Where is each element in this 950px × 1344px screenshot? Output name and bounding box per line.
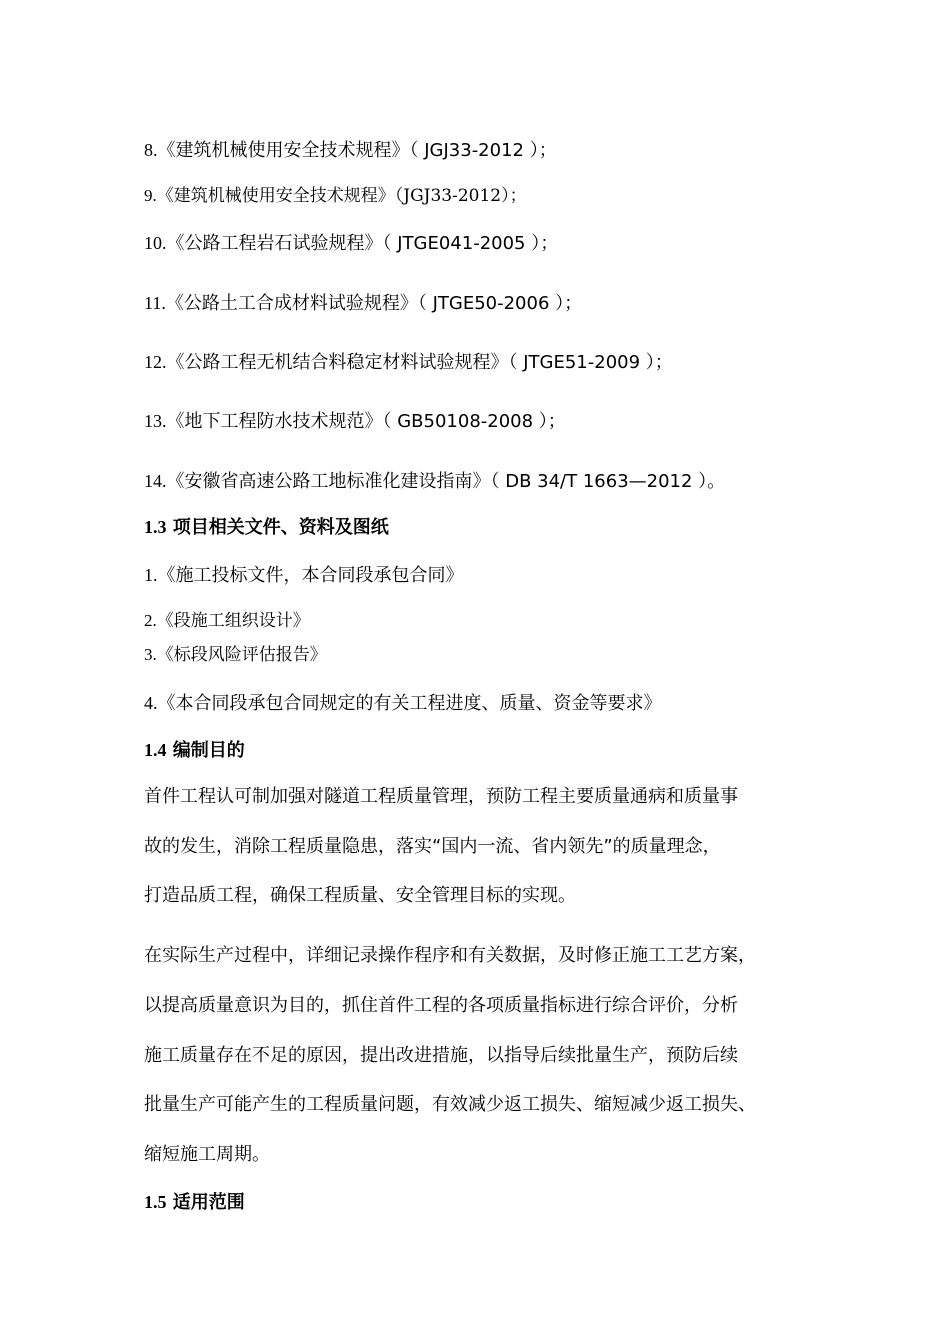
section-title: 编制目的 [172, 740, 245, 761]
item-number: 10. [144, 233, 167, 253]
paragraph-2-line-4: 批量生产可能产生的工程质量问题，有效减少返工损失、缩短减少返工损失、 [144, 1094, 756, 1115]
item-number: 13. [144, 411, 167, 431]
item-number: 3. [144, 645, 157, 664]
item-text: 《建筑机械使用安全技术规程》（ JGJ33-2012 ）； [157, 140, 557, 161]
section-number: 1.5 [144, 1192, 167, 1212]
item-number: 4. [144, 693, 158, 713]
document-item-4 [144, 694, 662, 713]
section-title: 适用范围 [172, 1192, 245, 1213]
document-item-3 [144, 646, 327, 664]
section-number: 1.3 [144, 517, 167, 537]
section-heading-1-4 [144, 741, 245, 760]
item-text: 《公路工程岩石试验规程》（ JTGE041-2005 ）； [166, 233, 559, 254]
item-text: 《公路工程无机结合料稳定材料试验规程》（ JTGE51-2009 ）； [166, 352, 673, 373]
paragraph-1-line-3: 打造品质工程，确保工程质量、安全管理目标的实现。 [144, 885, 576, 906]
item-text: 《标段风险评估报告》 [156, 645, 327, 665]
section-heading-1-3 [144, 518, 389, 537]
standard-item-8 [144, 141, 557, 160]
item-text: 《建筑机械使用安全技术规程》（JGJ33-2012）； [156, 186, 527, 206]
item-number: 9. [144, 186, 157, 205]
item-text: 《本合同段承包合同规定的有关工程进度、质量、资金等要求》 [157, 693, 662, 714]
document-item-1 [144, 566, 464, 585]
paragraph-2-line-1: 在实际生产过程中，详细记录操作程序和有关数据，及时修正施工工艺方案， [144, 945, 756, 966]
item-text: 《段施工组织设计》 [156, 611, 310, 631]
item-number: 8. [144, 140, 158, 160]
item-number: 2. [144, 611, 157, 630]
paragraph-2-line-5: 缩短施工周期。 [144, 1144, 270, 1165]
standard-item-10 [144, 234, 558, 253]
section-number: 1.4 [144, 740, 167, 760]
standard-item-13 [144, 412, 566, 431]
paragraph-2-line-3: 施工质量存在不足的原因，提出改进措施，以指导后续批量生产，预防后续 [144, 1045, 738, 1066]
item-number: 1. [144, 565, 158, 585]
section-heading-1-5 [144, 1193, 245, 1212]
standard-item-12 [144, 353, 673, 372]
document-item-2 [144, 612, 310, 630]
section-title: 项目相关文件、资料及图纸 [172, 517, 389, 538]
paragraph-1-line-2: 故的发生，消除工程质量隐患，落实“国内一流、省内领先”的质量理念， [144, 836, 721, 857]
paragraph-1-line-1: 首件工程认可制加强对隧道工程质量管理，预防工程主要质量通病和质量事 [144, 786, 738, 807]
item-text: 《地下工程防水技术规范》（ GB50108-2008 ）； [166, 411, 566, 432]
item-text: 《公路土工合成材料试验规程》（ JTGE50-2006 ）； [165, 293, 583, 314]
item-number: 12. [144, 352, 167, 372]
item-number: 14. [144, 471, 167, 491]
standard-item-9 [144, 187, 527, 205]
item-text: 《安徽省高速公路工地标准化建设指南》（ DB 34/T 1663—2012 ）。 [166, 471, 726, 492]
item-text: 《施工投标文件，本合同段承包合同》 [157, 565, 464, 586]
standard-item-14 [144, 472, 725, 491]
item-number: 11. [144, 293, 166, 313]
standard-item-11 [144, 294, 582, 313]
paragraph-2-line-2: 以提高质量意识为目的，抓住首件工程的各项质量指标进行综合评价，分析 [144, 995, 738, 1016]
